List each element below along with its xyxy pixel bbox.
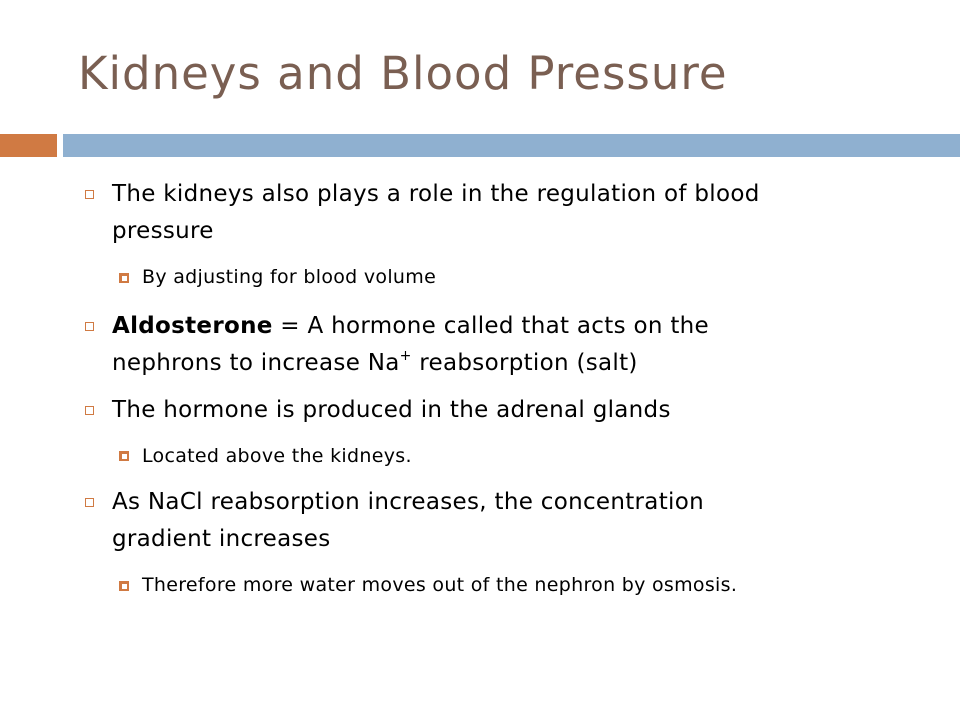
square-bullet-icon xyxy=(85,322,94,331)
bullet-text-rest: = A hormone called that acts on the xyxy=(272,313,709,339)
term-aldosterone: Aldosterone xyxy=(112,313,273,339)
bullet-text-part: reabsorption (salt) xyxy=(411,350,638,376)
filled-square-bullet-icon xyxy=(119,273,129,283)
square-bullet-icon xyxy=(85,406,94,415)
bullet-text-part: nephrons to increase Na xyxy=(112,350,400,376)
sub-bullet-text: Located above the kidneys. xyxy=(142,445,412,467)
filled-square-bullet-icon xyxy=(119,451,129,461)
bullet-text-line: As NaCl reabsorption increases, the concentration xyxy=(112,489,704,515)
sub-bullet-text: By adjusting for blood volume xyxy=(142,266,437,288)
square-bullet-icon xyxy=(85,190,94,199)
sub-bullet-text: Therefore more water moves out of the nephron by osmosis. xyxy=(142,574,738,596)
bullet-text-line: gradient increases xyxy=(112,526,331,552)
bullet-text-line xyxy=(112,309,709,344)
square-bullet-icon xyxy=(85,498,94,507)
bullet-text-line: The kidneys also plays a role in the regulation of blood xyxy=(112,181,760,207)
filled-square-bullet-icon xyxy=(119,581,129,591)
superscript-plus: + xyxy=(399,348,412,365)
bullet-text-line: pressure xyxy=(112,218,214,244)
slide-title: Kidneys and Blood Pressure xyxy=(78,47,728,100)
bullet-text-line: The hormone is produced in the adrenal glands xyxy=(112,397,671,423)
bullet-text-line xyxy=(112,346,638,381)
